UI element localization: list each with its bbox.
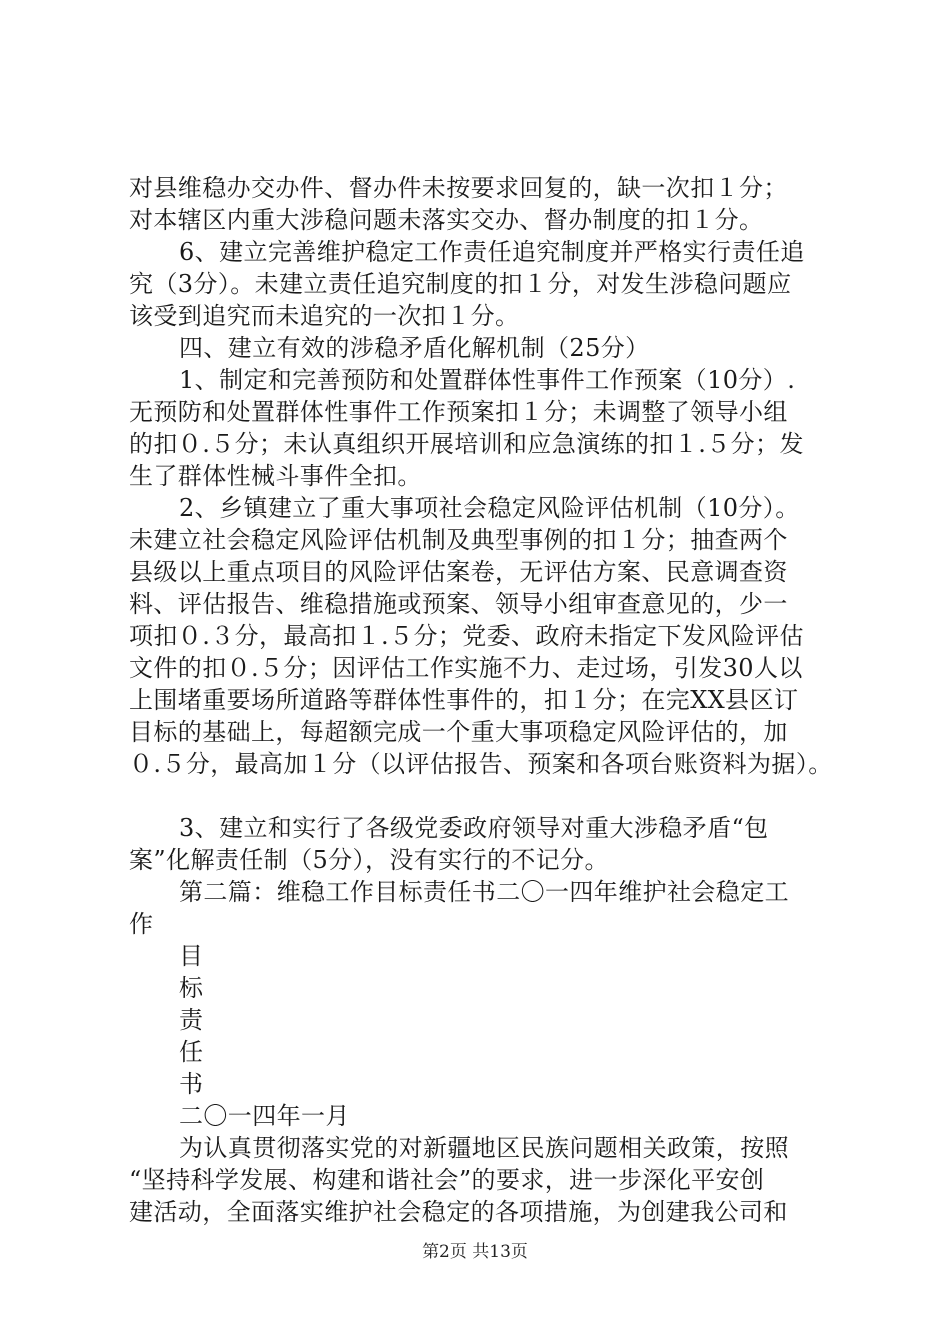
page-number-footer: 第2页 共13页 (422, 1242, 528, 1262)
section-heading: 四、建立有效的涉稳矛盾化解机制（25分） (179, 334, 650, 362)
paragraph-heading: 1、制定和完善预防和处置群体性事件工作预案（10分）. (179, 366, 796, 394)
text-line: 生了群体性械斗事件全扣。 (129, 462, 422, 490)
text-line: 的扣０.５分；未认真组织开展培训和应急演练的扣１.５分；发 (129, 430, 804, 458)
vertical-title-char: 任 (179, 1038, 204, 1066)
text-line: 目标的基础上，每超额完成一个重大事项稳定风险评估的，加 (129, 718, 788, 746)
vertical-title-char: 书 (179, 1070, 204, 1098)
chapter-title: 第二篇：维稳工作目标责任书二〇一四年维护社会稳定工 (179, 878, 789, 906)
vertical-title-char: 责 (179, 1006, 204, 1034)
paragraph-heading: 6、建立完善维护稳定工作责任追究制度并严格实行责任追 (179, 238, 805, 266)
text-line: 县级以上重点项目的风险评估案卷，无评估方案、民意调查资 (129, 558, 788, 586)
blank-line (129, 780, 849, 812)
text-line: 无预防和处置群体性事件工作预案扣１分；未调整了领导小组 (129, 398, 788, 426)
vertical-title-char: 标 (179, 974, 204, 1002)
text-line: 建活动，全面落实维护社会稳定的各项措施，为创建我公司和 (129, 1198, 788, 1226)
text-line: 该受到追究而未追究的一次扣１分。 (129, 302, 520, 330)
text-line: 对本辖区内重大涉稳问题未落实交办、督办制度的扣１分。 (129, 206, 764, 234)
text-line: 对县维稳办交办件、督办件未按要求回复的，缺一次扣１分； (129, 174, 788, 202)
text-line: 项扣０.３分，最高扣１.５分；党委、政府未指定下发风险评估 (129, 622, 804, 650)
text-line: ０.５分，最高加１分（以评估报告、预案和各项台账资料为据）。 (129, 750, 833, 778)
text-line: 案”化解责任制（5分），没有实行的不记分。 (129, 846, 609, 874)
text-line: 未建立社会稳定风险评估机制及典型事例的扣１分；抽查两个 (129, 526, 788, 554)
text-line: 究（3分）。未建立责任追究制度的扣１分，对发生涉稳问题应 (129, 270, 792, 298)
text-line: 文件的扣０.５分；因评估工作实施不力、走过场，引发30人以 (129, 654, 803, 682)
paragraph-heading: 为认真贯彻落实党的对新疆地区民族问题相关政策，按照 (179, 1134, 789, 1162)
paragraph-heading: 3、建立和实行了各级党委政府领导对重大涉稳矛盾“包 (179, 814, 769, 842)
document-body (129, 172, 849, 1228)
text-line: 作 (129, 910, 154, 938)
text-line: 料、评估报告、维稳措施或预案、领导小组审查意见的，少一 (129, 590, 788, 618)
text-line: 上围堵重要场所道路等群体性事件的，扣１分；在完XX县区订 (129, 686, 799, 714)
paragraph-heading: 2、乡镇建立了重大事项社会稳定风险评估机制（10分）。 (179, 494, 800, 522)
text-line: “坚持科学发展、构建和谐社会”的要求，进一步深化平安创 (129, 1166, 765, 1194)
vertical-title-char: 目 (179, 942, 204, 970)
document-date: 二〇一四年一月 (179, 1102, 350, 1130)
